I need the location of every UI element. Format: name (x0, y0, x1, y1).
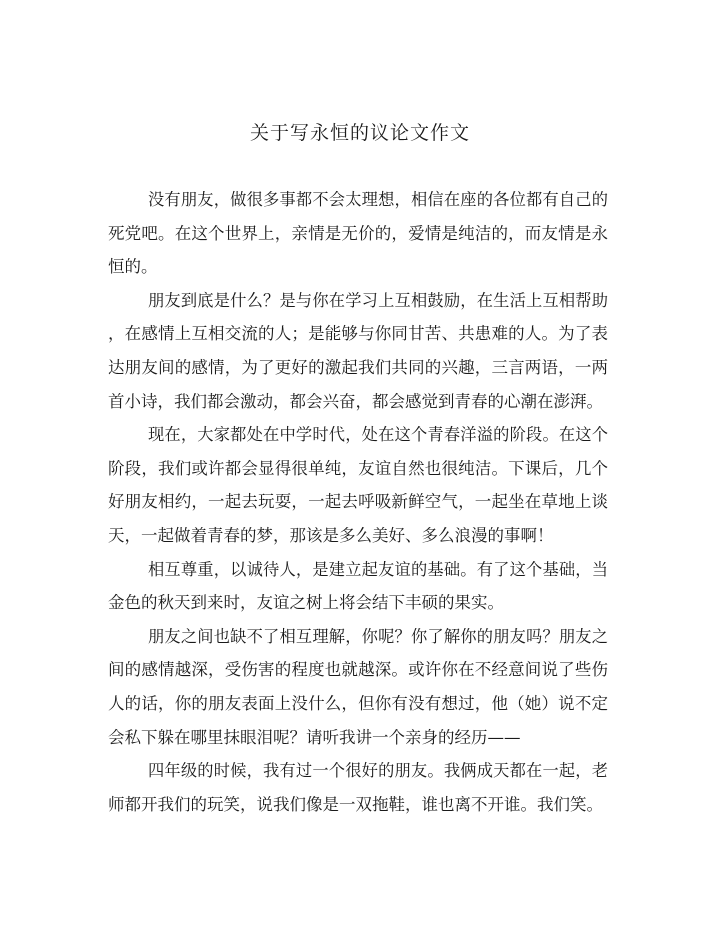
document-body (108, 183, 608, 821)
text-line: 人的话，你的朋友表面上没什么，但你有没有想过，他（她）说不定 (108, 693, 608, 713)
document-title: 关于写永恒的议论文作文 (249, 122, 470, 144)
text-line: 师都开我们的玩笑，说我们像是一双拖鞋，谁也离不开谁。我们笑。 (108, 794, 603, 814)
text-line: 天，一起做着青春的梦，那该是多么美好、多么浪漫的事啊！ (108, 525, 554, 545)
text-line: 朋友之间也缺不了相互理解，你呢？你了解你的朋友吗？朋友之 (148, 626, 608, 646)
text-line: 死党吧。在这个世界上，亲情是无价的，爱情是纯洁的，而友情是永 (108, 223, 608, 243)
text-line: 四年级的时候，我有过一个很好的朋友。我俩成天都在一起，老 (148, 761, 608, 781)
text-line: 首小诗，我们都会激动，都会兴奋，都会感觉到青春的心潮在澎湃。 (108, 391, 603, 411)
text-line: 好朋友相约，一起去玩耍，一起去呼吸新鲜空气，一起坐在草地上谈 (108, 492, 608, 512)
text-line: 间的感情越深，受伤害的程度也就越深。或许你在不经意间说了些伤 (108, 660, 608, 680)
text-line: 达朋友间的感情，为了更好的激起我们共同的兴趣，三言两语，一两 (108, 357, 608, 377)
text-line: 朋友到底是什么？是与你在学习上互相鼓励，在生活上互相帮助 (148, 290, 608, 310)
text-line: 会私下躲在哪里抹眼泪呢？请听我讲一个亲身的经历—— (108, 727, 521, 747)
text-line: 阶段，我们或许都会显得很单纯，友谊自然也很纯洁。下课后，几个 (108, 458, 608, 478)
text-line: 现在，大家都处在中学时代，处在这个青春洋溢的阶段。在这个 (148, 425, 608, 445)
text-line: ，在感情上互相交流的人；是能够与你同甘苦、共患难的人。为了表 (108, 324, 608, 344)
text-line: 相互尊重，以诚待人，是建立起友谊的基础。有了这个基础，当 (148, 559, 608, 579)
text-line: 金色的秋天到来时，友谊之树上将会结下丰硕的果实。 (108, 593, 504, 613)
text-line: 没有朋友，做很多事都不会太理想，相信在座的各位都有自己的 (148, 190, 608, 209)
text-line: 恒的。 (108, 257, 158, 277)
